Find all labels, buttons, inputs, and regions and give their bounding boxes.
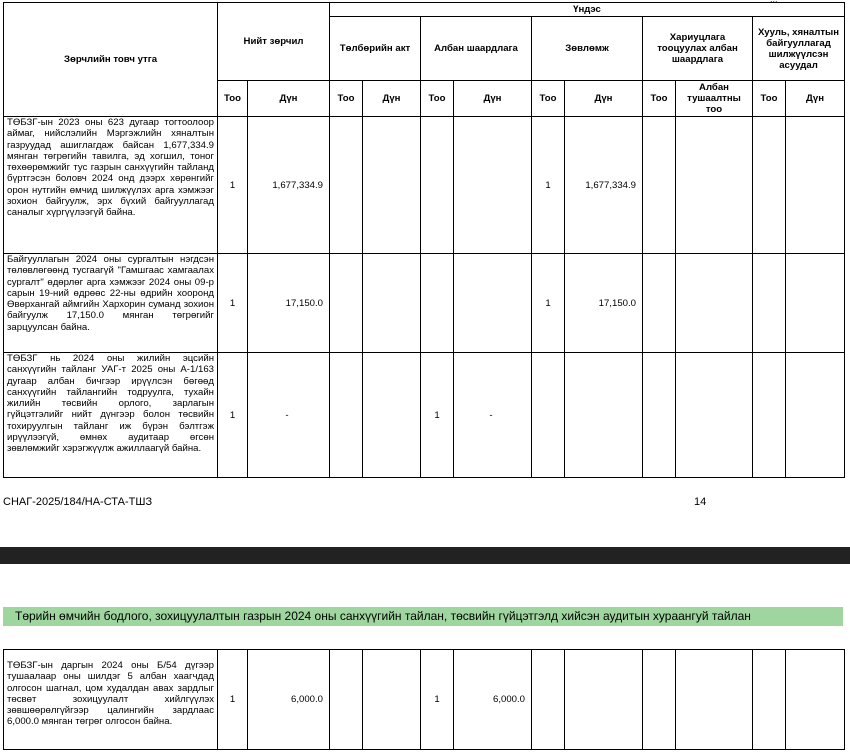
act-amount (363, 117, 421, 254)
sub-amount: Дүн (454, 81, 532, 117)
empty-cell (786, 650, 845, 750)
req-count (421, 117, 454, 254)
act-count (330, 254, 363, 353)
row-description: ТӨБЗГ-ын 2023 оны 623 дугаар тогтоолоор аймаг, нийслэлийн Мэргэжлийн хяналтын газруудад ашиглагдаж байсан 1,677,334.9 мянган төгрөгийн тавилга, эд хогшил, тоног төхөөрөмжийг тус газрын санхүүгийн тайланд бүртгэсэн боловч 2024 онд дээрх хөрөнгийг орон нутгийн өмчид шилжүүлэх арга хэмжээг зохион байгуулж, эрх бүхий байгууллагад саналыг хүргүүлээгүй байна. (4, 117, 218, 254)
header-official-request: Албан шаардлага (421, 17, 532, 81)
table-row (4, 117, 845, 254)
header-payment-act: Төлбөрийн акт (330, 17, 421, 81)
header-law-enforcement: Хууль, хяналтын байгууллагад шилжүүлсэн асуудал (753, 17, 845, 81)
empty-cell (753, 117, 786, 254)
empty-cell (786, 254, 845, 353)
req-amount: - (454, 353, 532, 478)
violations-table-continued (3, 649, 845, 750)
doc-code: СНАГ-2025/184/НА-СТА-ТШЗ (3, 496, 153, 508)
empty-cell (753, 254, 786, 353)
sub-count: Тоо (421, 81, 454, 117)
act-amount (363, 353, 421, 478)
empty-cell (643, 254, 676, 353)
total-amount: 6,000.0 (248, 650, 330, 750)
rec-amount: 17,150.0 (565, 254, 643, 353)
total-count: 1 (218, 650, 248, 750)
req-amount (454, 254, 532, 353)
header-basis: Үндэс (330, 3, 845, 17)
total-amount: 17,150.0 (248, 254, 330, 353)
sub-amount: Дүн (786, 81, 845, 117)
rec-amount: 1,677,334.9 (565, 117, 643, 254)
violations-table (3, 2, 845, 478)
page-number: 14 (694, 496, 707, 508)
empty-cell (676, 353, 753, 478)
req-count: 1 (421, 650, 454, 750)
empty-cell (676, 650, 753, 750)
sub-count: Тоо (753, 81, 786, 117)
sub-official-count: Албан тушаалтны тоо (676, 81, 753, 117)
table-row (4, 353, 845, 478)
header-description: Зөрчлийн товч утга (4, 3, 218, 117)
header-total: Нийт зөрчил (218, 3, 330, 81)
empty-cell (753, 353, 786, 478)
row-description: ТӨБЗГ нь 2024 оны жилийн эцсийн санхүүгийн тайланг УАГ-т 2025 оны А-1/163 дугаар албан бичгээр ирүүлсэн бөгөөд санхүүгийн тайлангийн тодруулга, тухайн жилийн төсвийн орлого, зарлагын гүйцэтгэлийг нийт дүнгээр болон төсвийн тохируулгын тайланг иж бүрэн бэлтгэж ирүүлээгүй, өмнөх аудитаар өгсөн зөвлөмжийг хэрэгжүүлж ажиллаагүй байна. (4, 353, 218, 478)
sub-amount: Дүн (363, 81, 421, 117)
sub-count: Тоо (643, 81, 676, 117)
total-count: 1 (218, 117, 248, 254)
req-count: 1 (421, 353, 454, 478)
act-count (330, 353, 363, 478)
empty-cell (643, 650, 676, 750)
rec-count: 1 (532, 117, 565, 254)
rec-count: 1 (532, 254, 565, 353)
row-description: Байгууллагын 2024 оны сургалтын нэгдсэн төлөвлөгөөнд тусгаагүй "Гамшгаас хамгаалах сургалт" өдөрлөг арга хэмжээг 2024 оны 09-р сарын 19-ний өдрөөс 22-ны өдрийн хооронд Өвөрхангай аймгийн Хархорин суманд зохион байгуулж 17,150.0 мянган төгрөгийг зарцуулсан байна. (4, 254, 218, 353)
empty-cell (643, 117, 676, 254)
total-count: 1 (218, 353, 248, 478)
total-count: 1 (218, 254, 248, 353)
act-count (330, 117, 363, 254)
sub-amount: Дүн (248, 81, 330, 117)
empty-cell (786, 117, 845, 254)
rec-count (532, 353, 565, 478)
rec-amount (565, 353, 643, 478)
sub-count: Тоо (218, 81, 248, 117)
report-title-banner: Төрийн өмчийн бодлого, зохицуулалтын газрын 2024 оны санхүүгийн тайлан, төсвийн гүйцэтгэлд хийсэн аудитын хураангуй тайлан (3, 607, 843, 626)
empty-cell (643, 353, 676, 478)
empty-cell (363, 650, 421, 750)
total-amount: - (248, 353, 330, 478)
table-row (4, 254, 845, 353)
req-amount: 6,000.0 (454, 650, 532, 750)
sub-count: Тоо (532, 81, 565, 117)
empty-cell (676, 117, 753, 254)
empty-cell (786, 353, 845, 478)
req-count (421, 254, 454, 353)
sub-count: Тоо (330, 81, 363, 117)
header-handover-official: Хариуцлага тооцуулах албан шаардлага (643, 17, 753, 81)
page-separator (0, 547, 850, 564)
sub-amount: Дүн (565, 81, 643, 117)
act-amount (363, 254, 421, 353)
empty-cell (753, 650, 786, 750)
header-recommendation: Зөвлөмж (532, 17, 643, 81)
empty-cell (532, 650, 565, 750)
empty-cell (330, 650, 363, 750)
empty-cell (565, 650, 643, 750)
empty-cell (676, 254, 753, 353)
total-amount: 1,677,334.9 (248, 117, 330, 254)
row-description: ТӨБЗГ-ын даргын 2024 оны Б/54 дүгээр тушаалаар оны шилдэг 5 албан хаагчдад олгосон шагнал, цом худалдан авах зардлыг төсвөт зохицуулалт хийлгүүлэх зөвшөөрөлгүйгээр цалингийн зардлаас 6,000.0 мянган төгрөг олгосон байна. (4, 650, 218, 750)
req-amount (454, 117, 532, 254)
table-row (4, 650, 845, 750)
